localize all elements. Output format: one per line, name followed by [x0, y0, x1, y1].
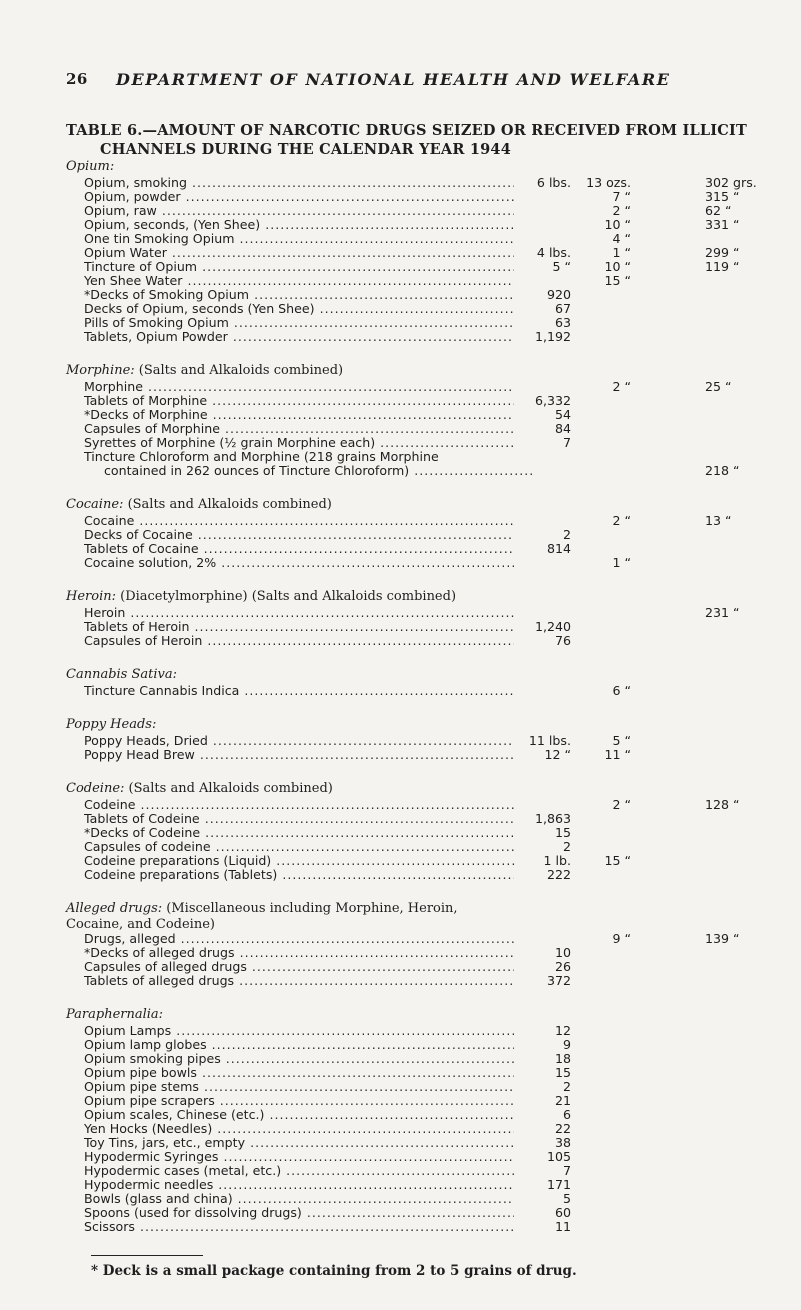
row-quantity: 5: [562, 1191, 571, 1206]
table-body: [66, 158, 801, 1234]
section-rows-cocaine: [66, 514, 801, 570]
section-heading-label: Morphine:: [66, 363, 135, 378]
row-ounces: 2 “: [612, 513, 631, 528]
table-row: [84, 684, 801, 698]
row-label: Spoons (used for dissolving drugs) .....: [84, 1206, 514, 1220]
row-label: Tablets of Morphine .....: [84, 394, 514, 408]
row-quantity: 1,192: [534, 329, 571, 344]
table-row: [84, 932, 801, 946]
row-label: Tablets, Opium Powder .....: [84, 330, 514, 344]
table-row: [84, 542, 801, 556]
row-label: Decks of Cocaine .....: [84, 528, 514, 542]
row-label: Cocaine solution, 2% .....: [84, 556, 514, 570]
row-label: Codeine preparations (Tablets) .....: [84, 868, 514, 882]
row-label: Yen Hocks (Needles) .....: [84, 1122, 514, 1136]
row-ounces: 2 “: [612, 379, 631, 394]
table-row: [84, 528, 801, 542]
table-row: [84, 634, 801, 648]
section-subheading: (Salts and Alkaloids combined): [138, 363, 344, 378]
row-ounces: 2 “: [612, 797, 631, 812]
row-label: Capsules of alleged drugs .....: [84, 960, 514, 974]
table-row: [84, 330, 801, 344]
row-label: Morphine .....: [84, 380, 514, 394]
row-quantity: 5 “: [552, 259, 571, 274]
row-grains: 128 “: [705, 797, 740, 812]
table-row: [84, 868, 801, 882]
row-label: Yen Shee Water .....: [84, 274, 514, 288]
row-grains: 139 “: [705, 931, 740, 946]
row-label: Opium Lamps .....: [84, 1024, 514, 1038]
table-row: [84, 1108, 801, 1122]
section-subheading-2-text: Cocaine, and Codeine): [66, 918, 215, 932]
row-label: Opium, smoking .....: [84, 176, 514, 190]
row-label: Hypodermic cases (metal, etc.) .....: [84, 1164, 514, 1178]
row-label: Capsules of Heroin .....: [84, 634, 514, 648]
section-heading-label: Poppy Heads:: [66, 717, 157, 732]
section-heading-cannabis: [66, 666, 801, 684]
row-label: Tablets of Codeine .....: [84, 812, 514, 826]
table-row: [84, 408, 801, 422]
row-ounces: 15 “: [604, 853, 631, 868]
table-row: [84, 380, 801, 394]
table-row: [84, 260, 801, 274]
section-morphine: [66, 362, 801, 478]
table-row: [84, 826, 801, 840]
row-label: Opium Water .....: [84, 246, 514, 260]
table-row: [84, 204, 801, 218]
table-row: [84, 176, 801, 190]
table-row: [84, 960, 801, 974]
row-label: Tincture of Opium .....: [84, 260, 514, 274]
row-grains: 331 “: [705, 217, 740, 232]
running-title: DEPARTMENT OF NATIONAL HEALTH AND WELFARE: [116, 70, 671, 89]
section-rows-cannabis: [66, 684, 801, 698]
row-quantity: 4 lbs.: [536, 245, 571, 260]
row-label: Capsules of Morphine .....: [84, 422, 514, 436]
row-quantity: 63: [554, 315, 571, 330]
table-row: [84, 288, 801, 302]
row-label: Opium smoking pipes .....: [84, 1052, 514, 1066]
row-label: Opium pipe stems .....: [84, 1080, 514, 1094]
section-heading-label: Opium:: [66, 159, 115, 174]
section-heading-alleged: [66, 900, 801, 918]
row-quantity: 21: [554, 1093, 571, 1108]
row-label: Tablets of Cocaine .....: [84, 542, 514, 556]
table-row: [84, 1192, 801, 1206]
row-label: Tincture Chloroform and Morphine (218 grains Morphine: [84, 450, 439, 464]
section-rows-morphine: [66, 380, 801, 478]
table-row: [84, 1122, 801, 1136]
footnote: * Deck is a small package containing from 2 to 5 grains of drug.: [91, 1263, 577, 1279]
row-quantity: 22: [554, 1121, 571, 1136]
section-heading-label: Cocaine:: [66, 497, 124, 512]
row-label: Opium, seconds, (Yen Shee) .....: [84, 218, 514, 232]
section-heading-label: Heroin:: [66, 589, 116, 604]
row-quantity: 15: [554, 825, 571, 840]
section-rows-alleged: [66, 932, 801, 988]
section-heading-heroin: [66, 588, 801, 606]
section-cocaine: [66, 496, 801, 570]
section-heading-label: Alleged drugs:: [66, 901, 163, 916]
row-label: Pills of Smoking Opium .....: [84, 316, 514, 330]
row-quantity: 2: [562, 527, 571, 542]
row-quantity: 171: [546, 1177, 571, 1192]
row-label: Heroin .....: [84, 606, 514, 620]
row-quantity: 10: [554, 945, 571, 960]
row-label: Tincture Cannabis Indica .....: [84, 684, 514, 698]
section-subheading-2: [66, 918, 801, 932]
section-subheading: (Miscellaneous including Morphine, Heroin,: [166, 901, 458, 916]
row-label: Decks of Opium, seconds (Yen Shee) .....: [84, 302, 514, 316]
row-quantity: 2: [562, 1079, 571, 1094]
row-grains: 13 “: [705, 513, 732, 528]
table-row: [84, 620, 801, 634]
row-label: *Decks of Codeine .....: [84, 826, 514, 840]
row-label: One tin Smoking Opium .....: [84, 232, 514, 246]
section-heading-label: Paraphernalia:: [66, 1007, 164, 1022]
row-label: Capsules of codeine .....: [84, 840, 514, 854]
row-label: Tablets of alleged drugs .....: [84, 974, 514, 988]
row-quantity: 12 “: [544, 747, 571, 762]
row-quantity: 38: [554, 1135, 571, 1150]
row-quantity: 84: [554, 421, 571, 436]
row-quantity: 7: [562, 435, 571, 450]
row-quantity: 372: [546, 973, 571, 988]
row-ounces: 13 ozs.: [586, 175, 631, 190]
table-row: [84, 854, 801, 868]
section-heroin: [66, 588, 801, 648]
table-title: [66, 121, 801, 159]
section-rows-opium: [66, 176, 801, 344]
row-label: Syrettes of Morphine (½ grain Morphine each) .....: [84, 436, 514, 450]
row-quantity: 54: [554, 407, 571, 422]
row-quantity: 76: [554, 633, 571, 648]
row-grains: 119 “: [705, 259, 740, 274]
row-quantity: 6 lbs.: [536, 175, 571, 190]
section-subheading: (Salts and Alkaloids combined): [128, 781, 333, 796]
row-grains: 231 “: [705, 605, 740, 620]
table-row: [84, 464, 801, 478]
row-ounces: 2 “: [612, 203, 631, 218]
row-grains: 218 “: [705, 463, 740, 478]
table-row: [84, 246, 801, 260]
section-heading-morphine: [66, 362, 801, 380]
row-label: *Decks of alleged drugs .....: [84, 946, 514, 960]
table-row: [84, 946, 801, 960]
section-heading-label: Codeine:: [66, 781, 125, 796]
table-row: [84, 748, 801, 762]
row-label: Opium, powder .....: [84, 190, 514, 204]
table-row: [84, 974, 801, 988]
row-ounces: 11 “: [604, 747, 631, 762]
table-row: [84, 316, 801, 330]
row-quantity: 2: [562, 839, 571, 854]
row-ounces: 6 “: [612, 683, 631, 698]
row-ounces: 1 “: [612, 245, 631, 260]
table-title-line-1: TABLE 6.—AMOUNT OF NARCOTIC DRUGS SEIZED OR RECEIVED FROM ILLICIT: [66, 122, 747, 139]
section-heading-cocaine: [66, 496, 801, 514]
table-row: [84, 734, 801, 748]
section-rows-paraphernalia: [66, 1024, 801, 1234]
section-heading-opium: [66, 158, 801, 176]
row-label: Poppy Head Brew .....: [84, 748, 514, 762]
row-label: Hypodermic Syringes .....: [84, 1150, 514, 1164]
table-row: [84, 436, 801, 450]
row-quantity: 60: [554, 1205, 571, 1220]
table-row: [84, 450, 801, 464]
table-row: [84, 1066, 801, 1080]
section-heading-codeine: [66, 780, 801, 798]
table-row: [84, 812, 801, 826]
row-label: Opium scales, Chinese (etc.) .....: [84, 1108, 514, 1122]
table-row: [84, 1094, 801, 1108]
row-label: Tablets of Heroin .....: [84, 620, 514, 634]
section-subheading: (Salts and Alkaloids combined): [127, 497, 332, 512]
row-label: Toy Tins, jars, etc., empty .....: [84, 1136, 514, 1150]
table-row: [84, 190, 801, 204]
table-row: [84, 1136, 801, 1150]
table-row: [84, 218, 801, 232]
table-row: [84, 302, 801, 316]
table-row: [84, 514, 801, 528]
section-cannabis: [66, 666, 801, 698]
section-opium: [66, 158, 801, 344]
table-row: [84, 232, 801, 246]
row-label: Bowls (glass and china) .....: [84, 1192, 514, 1206]
row-grains: 315 “: [705, 189, 740, 204]
row-ounces: 7 “: [612, 189, 631, 204]
row-quantity: 67: [554, 301, 571, 316]
table-row: [84, 1024, 801, 1038]
section-rows-poppy: [66, 734, 801, 762]
table-row: [84, 274, 801, 288]
section-paraphernalia: [66, 1006, 801, 1234]
row-quantity: 11 lbs.: [528, 733, 571, 748]
table-row: [84, 1150, 801, 1164]
table-row: [84, 556, 801, 570]
table-row: [84, 1080, 801, 1094]
section-subheading: (Diacetylmorphine) (Salts and Alkaloids combined): [120, 589, 457, 604]
section-heading-label: Cannabis Sativa:: [66, 667, 177, 682]
row-label: *Decks of Morphine .....: [84, 408, 514, 422]
row-label: *Decks of Smoking Opium .....: [84, 288, 514, 302]
table-row: [84, 422, 801, 436]
table-row: [84, 606, 801, 620]
section-rows-codeine: [66, 798, 801, 882]
row-label: Cocaine .....: [84, 514, 514, 528]
table-row: [84, 840, 801, 854]
row-ounces: 10 “: [604, 217, 631, 232]
row-label: Scissors .....: [84, 1220, 514, 1234]
row-quantity: 26: [554, 959, 571, 974]
table-row: [84, 1038, 801, 1052]
page-number: 26: [66, 70, 88, 88]
row-label: Poppy Heads, Dried .....: [84, 734, 514, 748]
row-quantity: 6: [562, 1107, 571, 1122]
section-heading-paraphernalia: [66, 1006, 801, 1024]
row-grains: 62 “: [705, 203, 732, 218]
row-quantity: 920: [546, 287, 571, 302]
table-row: [84, 1164, 801, 1178]
table-title-line-2: CHANNELS DURING THE CALENDAR YEAR 1944: [100, 141, 512, 158]
section-codeine: [66, 780, 801, 882]
row-quantity: 814: [546, 541, 571, 556]
table-row: [84, 1206, 801, 1220]
row-quantity: 1 lb.: [543, 853, 571, 868]
page-header: [0, 70, 801, 92]
row-grains: 299 “: [705, 245, 740, 260]
row-quantity: 6,332: [534, 393, 571, 408]
footnote-rule: [91, 1255, 203, 1256]
row-ounces: 9 “: [612, 931, 631, 946]
row-label: Opium lamp globes .....: [84, 1038, 514, 1052]
row-quantity: 222: [546, 867, 571, 882]
row-ounces: 5 “: [612, 733, 631, 748]
row-quantity: 9: [562, 1037, 571, 1052]
table-row: [84, 1178, 801, 1192]
row-label: Hypodermic needles .....: [84, 1178, 514, 1192]
row-label: contained in 262 ounces of Tincture Chloroform) .....: [84, 464, 534, 478]
row-label: Opium pipe scrapers .....: [84, 1094, 514, 1108]
row-quantity: 18: [554, 1051, 571, 1066]
row-label: Codeine .....: [84, 798, 514, 812]
row-ounces: 15 “: [604, 273, 631, 288]
row-grains: 302 grs.: [705, 175, 757, 190]
section-rows-heroin: [66, 606, 801, 648]
row-quantity: 1,240: [534, 619, 571, 634]
row-quantity: 1,863: [534, 811, 571, 826]
table-row: [84, 1220, 801, 1234]
row-quantity: 15: [554, 1065, 571, 1080]
row-quantity: 11: [554, 1219, 571, 1234]
row-quantity: 7: [562, 1163, 571, 1178]
row-ounces: 10 “: [604, 259, 631, 274]
row-grains: 25 “: [705, 379, 732, 394]
section-heading-poppy: [66, 716, 801, 734]
row-quantity: 12: [554, 1023, 571, 1038]
table-row: [84, 394, 801, 408]
row-label: Drugs, alleged .....: [84, 932, 514, 946]
table-row: [84, 1052, 801, 1066]
row-ounces: 4 “: [612, 231, 631, 246]
table-row: [84, 798, 801, 812]
row-quantity: 105: [546, 1149, 571, 1164]
row-label: Codeine preparations (Liquid) .....: [84, 854, 514, 868]
row-ounces: 1 “: [612, 555, 631, 570]
section-poppy: [66, 716, 801, 762]
row-label: Opium, raw .....: [84, 204, 514, 218]
row-label: Opium pipe bowls .....: [84, 1066, 514, 1080]
section-alleged: [66, 900, 801, 988]
